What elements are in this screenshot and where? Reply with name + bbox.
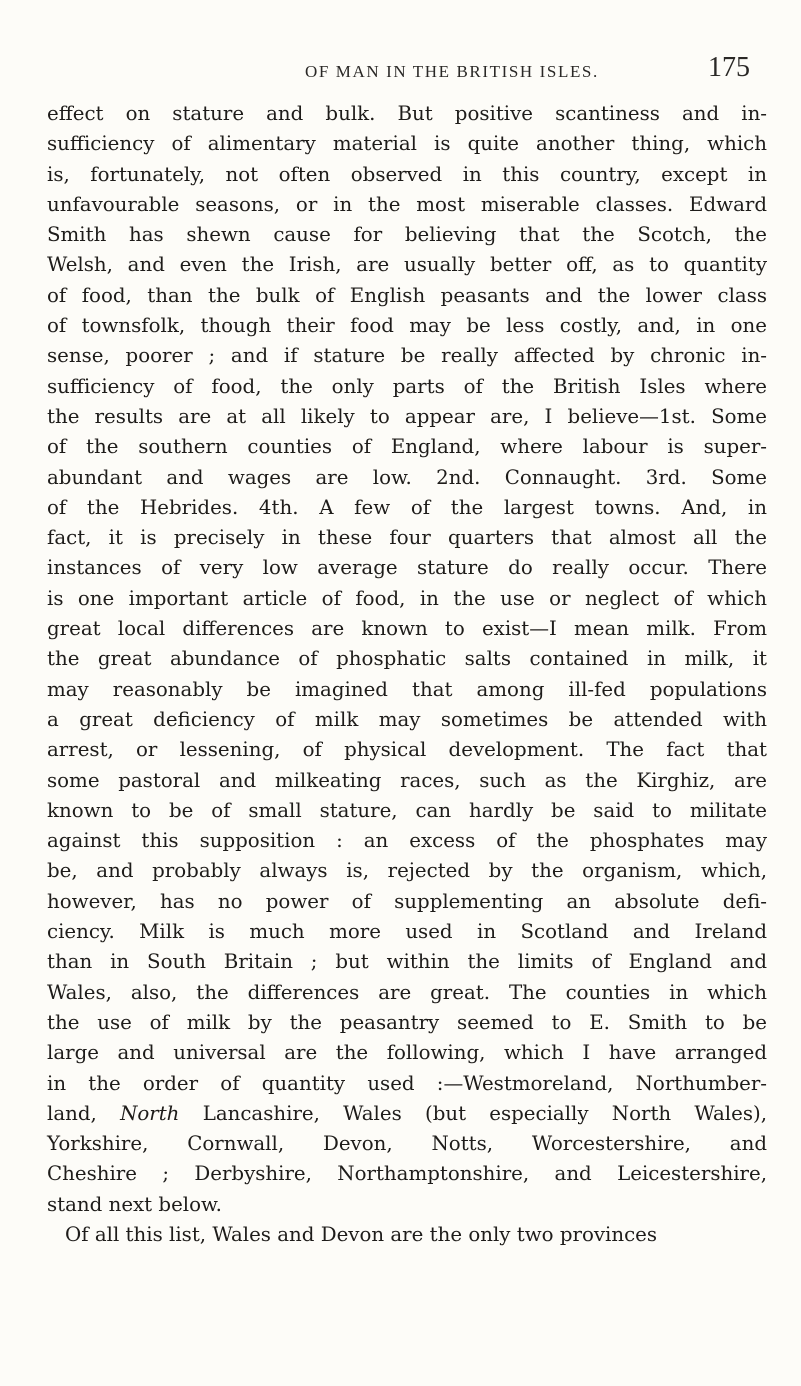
text-line: is one important article of food, in the use or neglect of which — [47, 586, 767, 610]
text-line: sufficiency of food, the only parts of the British Isles where — [47, 374, 767, 398]
text-line: is, fortunately, not often observed in this country, except in — [47, 162, 767, 186]
text-line: than in South Britain ; but within the limits of England and — [47, 950, 767, 974]
running-head — [0, 52, 801, 92]
text-line: abundant and wages are low. 2nd. Connaught. 3rd. Some — [47, 465, 767, 489]
italic-word: North — [120, 1101, 180, 1125]
text-line: effect on stature and bulk. But positive scantiness and in- — [47, 102, 767, 125]
text-line: the great abundance of phosphatic salts contained in milk, it — [47, 647, 767, 671]
text-line: unfavourable seasons, or in the most miserable classes. Edward — [47, 192, 767, 216]
text-segment: Lancashire, Wales (but especially North Wales), — [202, 1101, 767, 1125]
text-line: Yorkshire, Cornwall, Devon, Notts, Worcestershire, and — [47, 1132, 767, 1156]
body-text — [47, 99, 767, 1250]
text-line: of the southern counties of England, where labour is super- — [47, 435, 767, 459]
text-line: Cheshire ; Derbyshire, Northamptonshire, and Leicestershire, — [47, 1162, 767, 1186]
text-line: against this supposition : an excess of the phosphates may — [47, 829, 767, 853]
running-title: OF MAN IN THE BRITISH ISLES. — [305, 62, 599, 81]
text-line: Wales, also, the differences are great. The counties in which — [47, 980, 767, 1004]
text-line: in the order of quantity used :—Westmoreland, Northumber- — [47, 1071, 767, 1095]
text-line: of the Hebrides. 4th. A few of the largest towns. And, in — [47, 495, 767, 519]
text-line: arrest, or lessening, of physical development. The fact that — [47, 738, 767, 762]
text-line: the use of milk by the peasantry seemed to E. Smith to be — [47, 1010, 767, 1034]
text-line: known to be of small stature, can hardly be said to militate — [47, 798, 767, 822]
text-line: instances of very low average stature do really occur. There — [47, 556, 767, 580]
text-line: sufficiency of alimentary material is quite another thing, which — [47, 132, 767, 156]
text-line: Of all this list, Wales and Devon are the only two provinces — [65, 1222, 658, 1246]
text-line: fact, it is precisely in these four quarters that almost all the — [47, 526, 767, 550]
text-line: Welsh, and even the Irish, are usually better off, as to quantity — [47, 253, 767, 277]
text-line: of townsfolk, though their food may be less costly, and, in one — [47, 314, 767, 338]
text-line: the results are at all likely to appear are, I believe—1st. Some — [47, 404, 767, 428]
text-line: a great deficiency of milk may sometimes be attended with — [47, 707, 767, 731]
text-line: Smith has shewn cause for believing that the Scotch, the — [47, 223, 767, 247]
text-line: great local differences are known to exist—I mean milk. From — [47, 617, 767, 641]
text-line-with-italic — [47, 1099, 767, 1129]
text-line: be, and probably always is, rejected by the organism, which, — [47, 859, 767, 883]
text-line: may reasonably be imagined that among ill-fed populations — [47, 677, 767, 701]
text-line: however, has no power of supplementing an absolute defi- — [47, 889, 767, 913]
text-segment: land, — [47, 1101, 121, 1125]
text-line: sense, poorer ; and if stature be really affected by chronic in- — [47, 344, 767, 368]
text-line: of food, than the bulk of English peasants and the lower class — [47, 283, 767, 307]
page-number: 175 — [708, 52, 750, 83]
text-line: stand next below. — [47, 1192, 222, 1216]
text-line: large and universal are the following, which I have arranged — [47, 1041, 767, 1065]
text-line: some pastoral and milkeating races, such as the Kirghiz, are — [47, 768, 767, 792]
text-line: ciency. Milk is much more used in Scotland and Ireland — [47, 920, 767, 944]
